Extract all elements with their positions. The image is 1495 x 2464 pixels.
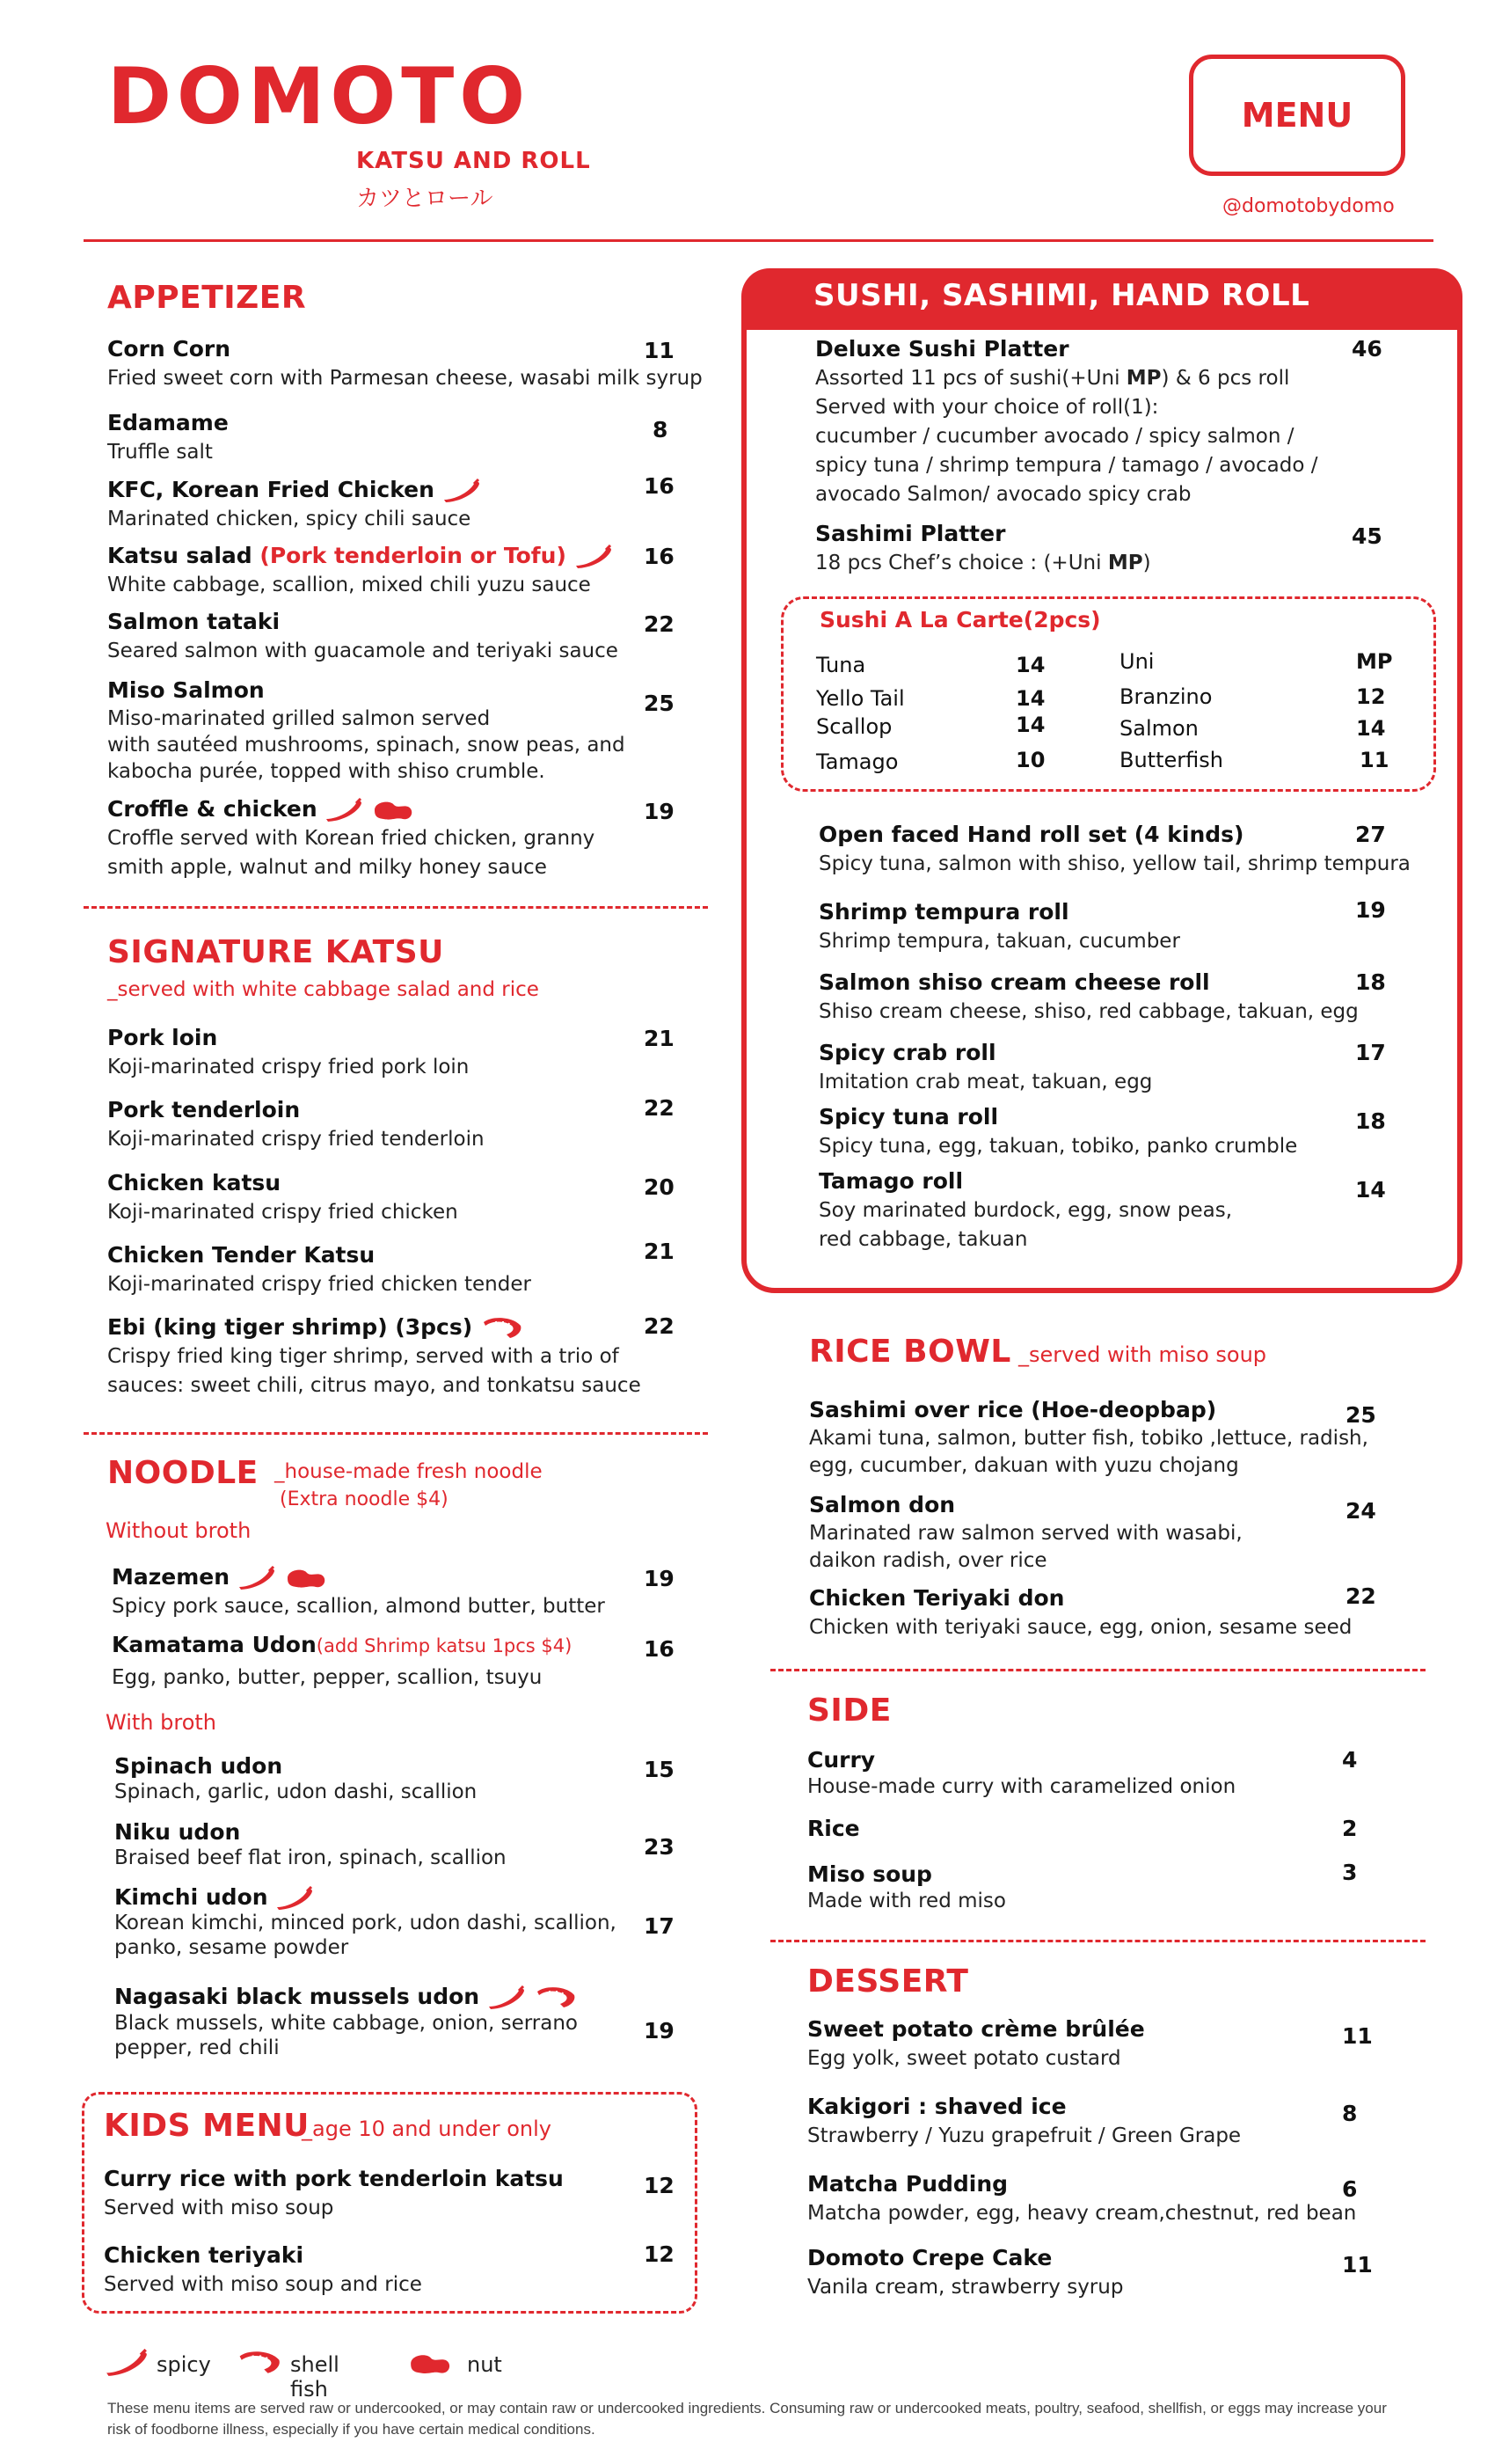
item-price: 20 xyxy=(644,1174,675,1200)
item-price: 6 xyxy=(1342,2176,1358,2202)
item-name: Nagasaki black mussels udon xyxy=(114,1984,480,2009)
menu-label: MENU xyxy=(1241,96,1353,135)
item-price: 45 xyxy=(1352,523,1382,549)
menu-item xyxy=(815,519,1151,578)
item-desc: House-made curry with caramelized onion xyxy=(807,1775,1236,1798)
item-desc: Shiso cream cheese, shiso, red cabbage, takuan, egg xyxy=(819,1000,1359,1023)
legend-shellfish-label: shell fish xyxy=(290,2352,339,2402)
item-price: 21 xyxy=(644,1026,675,1051)
item-price: 46 xyxy=(1352,336,1382,362)
legend-nut-label: nut xyxy=(467,2352,502,2377)
header-divider xyxy=(84,239,1433,242)
chili-icon xyxy=(104,2349,150,2377)
menu-item xyxy=(809,1395,1368,1480)
item-desc: Soy marinated burdock, egg, snow peas, xyxy=(819,1199,1233,1222)
item-desc: Imitation crab meat, takuan, egg xyxy=(819,1071,1153,1093)
menu-item xyxy=(107,1095,485,1154)
item-name: Domoto Crepe Cake xyxy=(807,2245,1053,2270)
section-divider xyxy=(770,1669,1426,1671)
item-price: 23 xyxy=(644,1834,675,1860)
item-desc: Vanila cream, strawberry syrup xyxy=(807,2276,1124,2299)
item-desc: ) xyxy=(1142,552,1151,574)
item-desc: egg, cucumber, dakuan with yuzu chojang xyxy=(809,1454,1239,1477)
item-price: 27 xyxy=(1355,822,1386,847)
item-desc: Truffle salt xyxy=(107,441,213,464)
item-name: Deluxe Sushi Platter xyxy=(815,336,1069,362)
item-name: Shrimp tempura roll xyxy=(819,899,1069,925)
menu-item xyxy=(807,1747,1236,1800)
chili-icon xyxy=(275,1886,314,1911)
legend-spicy-label: spicy xyxy=(157,2352,211,2377)
item-desc: Served with miso soup and rice xyxy=(104,2273,422,2296)
item-price: 16 xyxy=(644,1636,675,1662)
item-price: 21 xyxy=(644,1239,675,1264)
item-name: Miso soup xyxy=(807,1861,932,1887)
menu-item xyxy=(809,1583,1352,1642)
item-desc: Strawberry / Yuzu grapefruit / Green Grape xyxy=(807,2124,1242,2147)
item-desc: spicy tuna / shrimp tempura / tamago / avocado / xyxy=(815,454,1318,477)
shellfish-icon xyxy=(534,1985,578,2011)
shellfish-icon xyxy=(480,1315,524,1342)
menu-item xyxy=(114,1819,507,1870)
rice-bowl-heading: RICE BOWL xyxy=(809,1334,1011,1370)
item-desc: Fried sweet corn with Parmesan cheese, wasabi milk syrup xyxy=(107,367,703,390)
item-price: 18 xyxy=(1355,969,1386,995)
item-desc: Served with miso soup xyxy=(104,2197,334,2219)
item-name: Pork loin xyxy=(107,1025,218,1050)
menu-item xyxy=(107,408,229,467)
a-la-carte-title: Sushi A La Carte(2pcs) xyxy=(820,607,1101,632)
item-desc: Matcha powder, egg, heavy cream,chestnut, red bean xyxy=(807,2202,1357,2225)
item-price: 17 xyxy=(644,1913,675,1939)
carte-item-name: Yello Tail xyxy=(816,686,905,711)
menu-item xyxy=(107,334,703,393)
item-name: Chicken teriyaki xyxy=(104,2242,304,2268)
menu-item xyxy=(807,2092,1241,2151)
menu-item xyxy=(819,1166,1232,1254)
item-desc: Koji-marinated crispy fried chicken xyxy=(107,1201,458,1224)
item-price: 19 xyxy=(644,2018,675,2044)
item-desc: Koji-marinated crispy fried tenderloin xyxy=(107,1128,485,1151)
item-name: Spicy tuna roll xyxy=(819,1104,999,1130)
rice-bowl-note: _served with miso soup xyxy=(1018,1342,1267,1367)
chili-icon xyxy=(237,1566,276,1590)
menu-item xyxy=(807,2014,1145,2073)
item-name: Matcha Pudding xyxy=(807,2171,1009,2197)
item-price: 8 xyxy=(653,417,668,442)
without-broth-label: Without broth xyxy=(106,1518,252,1543)
item-name: Kakigori : shaved ice xyxy=(807,2094,1067,2119)
nut-icon xyxy=(284,1566,328,1590)
item-desc: Braised beef flat iron, spinach, scallion xyxy=(114,1846,507,1869)
brand-subtitle-jp: カツとロール xyxy=(356,186,493,212)
carte-item-name: Scallop xyxy=(816,714,893,739)
brand-subtitle: KATSU AND ROLL xyxy=(356,148,591,174)
item-desc: Spicy tuna, egg, takuan, tobiko, panko crumble xyxy=(819,1135,1298,1158)
item-name: Open faced Hand roll set (4 kinds) xyxy=(819,822,1244,847)
menu-item xyxy=(114,1884,616,1960)
item-price: 11 xyxy=(644,338,675,363)
menu-item xyxy=(819,968,1359,1027)
menu-item xyxy=(807,1816,860,1842)
section-divider xyxy=(84,1432,708,1435)
item-desc: Seared salmon with guacamole and teriyaki sauce xyxy=(107,640,618,662)
item-name: Edamame xyxy=(107,410,229,435)
carte-item-price: 14 xyxy=(1016,686,1046,711)
item-price: 12 xyxy=(644,2241,675,2267)
item-price: 22 xyxy=(644,1095,675,1121)
item-price: 2 xyxy=(1342,1816,1358,1841)
with-broth-label: With broth xyxy=(106,1710,216,1735)
item-desc: Black mussels, white cabbage, onion, serrano xyxy=(114,2012,578,2035)
carte-item-price: 12 xyxy=(1356,684,1386,709)
item-price: 19 xyxy=(644,1566,675,1591)
item-name: Sashimi over rice (Hoe-deopbap) xyxy=(809,1397,1217,1422)
item-desc: Miso-marinated grilled salmon served xyxy=(107,707,491,730)
menu-item xyxy=(112,1562,605,1621)
market-price-label: MP xyxy=(1126,367,1162,390)
item-desc: Croffle served with Korean fried chicken, granny xyxy=(107,827,595,850)
nut-icon xyxy=(371,798,415,823)
menu-item xyxy=(112,1630,572,1693)
carte-item-name: Salmon xyxy=(1119,716,1199,741)
appetizer-heading: APPETIZER xyxy=(107,280,307,316)
item-desc: Chicken with teriyaki sauce, egg, onion, sesame seed xyxy=(809,1616,1353,1639)
item-name: Tamago roll xyxy=(819,1168,964,1194)
carte-item-price: MP xyxy=(1356,649,1393,674)
item-name: Ebi (king tiger shrimp) (3pcs) xyxy=(107,1314,473,1340)
item-price: 22 xyxy=(1346,1583,1376,1609)
item-desc: daikon radish, over rice xyxy=(809,1549,1047,1572)
section-divider xyxy=(84,906,708,909)
item-desc: avocado Salmon/ avocado spicy crab xyxy=(815,483,1192,506)
menu-item xyxy=(114,1984,578,2060)
chili-icon xyxy=(574,545,613,569)
item-name: Kimchi udon xyxy=(114,1884,268,1910)
menu-badge xyxy=(1189,55,1405,176)
item-name: Croffle & chicken xyxy=(107,796,317,822)
item-desc: Spicy pork sauce, scallion, almond butter, butter xyxy=(112,1595,605,1618)
menu-item xyxy=(107,1168,458,1227)
item-desc: red cabbage, takuan xyxy=(819,1228,1028,1251)
item-desc: pepper, red chili xyxy=(114,2036,280,2059)
noodle-extra-note: (Extra noodle $4) xyxy=(280,1488,448,1510)
brand-logo: DOMOTO xyxy=(107,51,531,142)
item-price: 12 xyxy=(644,2173,675,2198)
item-name: Chicken katsu xyxy=(107,1170,281,1195)
item-price: 24 xyxy=(1346,1498,1376,1524)
chili-icon xyxy=(487,1985,526,2010)
shellfish-icon xyxy=(236,2349,283,2377)
item-name: Sweet potato crème brûlée xyxy=(807,2016,1145,2042)
katsu-heading: SIGNATURE KATSU xyxy=(107,934,444,970)
noodle-note: _house-made fresh noodle xyxy=(274,1460,543,1483)
item-desc: Koji-marinated crispy fried chicken tender xyxy=(107,1273,531,1296)
item-price: 4 xyxy=(1342,1747,1358,1773)
carte-item-price: 11 xyxy=(1360,748,1389,772)
item-price: 18 xyxy=(1355,1108,1386,1134)
instagram-handle: @domotobydomo xyxy=(1222,195,1395,217)
sushi-heading: SUSHI, SASHIMI, HAND ROLL xyxy=(813,278,1310,313)
item-desc: sauces: sweet chili, citrus mayo, and tonkatsu sauce xyxy=(107,1374,641,1397)
kids-heading: KIDS MENU xyxy=(104,2108,310,2144)
menu-item xyxy=(107,794,594,882)
item-name: Katsu salad xyxy=(107,543,252,568)
item-name: Curry rice with pork tenderloin katsu xyxy=(104,2166,564,2191)
item-price: 17 xyxy=(1355,1040,1386,1065)
item-name: Curry xyxy=(807,1747,876,1773)
menu-item xyxy=(104,2241,422,2299)
menu-item xyxy=(107,1240,531,1299)
carte-item-name: Branzino xyxy=(1119,684,1213,709)
noodle-heading: NOODLE xyxy=(107,1455,259,1491)
item-desc: panko, sesame powder xyxy=(114,1936,349,1959)
item-name: Sashimi Platter xyxy=(815,521,1006,546)
carte-item-name: Tamago xyxy=(816,749,899,774)
item-name-extra: (add Shrimp katsu 1pcs $4) xyxy=(316,1635,572,1656)
item-desc: Marinated raw salmon served with wasabi, xyxy=(809,1522,1243,1545)
item-name: Pork tenderloin xyxy=(107,1097,301,1122)
item-desc: smith apple, walnut and milky honey sauce xyxy=(107,856,547,879)
menu-item xyxy=(107,1023,469,1082)
menu-item xyxy=(819,897,1180,956)
item-desc: Assorted 11 pcs of sushi(+Uni xyxy=(815,367,1127,390)
item-desc: Served with your choice of roll(1): xyxy=(815,396,1159,419)
item-price: 16 xyxy=(644,544,675,569)
carte-item-price: 14 xyxy=(1016,653,1046,677)
item-desc: Made with red miso xyxy=(807,1890,1006,1912)
carte-item-name: Tuna xyxy=(816,653,866,677)
item-desc: cucumber / cucumber avocado / spicy salmon / xyxy=(815,425,1294,448)
item-name: Chicken Teriyaki don xyxy=(809,1585,1065,1611)
item-price: 19 xyxy=(644,799,675,824)
carte-item-price: 10 xyxy=(1016,748,1046,772)
item-price: 25 xyxy=(1346,1402,1376,1428)
item-price: 25 xyxy=(644,691,675,716)
carte-item-price: 14 xyxy=(1016,713,1046,737)
menu-item xyxy=(807,1861,1006,1914)
menu-item xyxy=(809,1490,1243,1575)
kids-note: _age 10 and under only xyxy=(302,2117,551,2141)
item-desc: Egg, panko, butter, pepper, scallion, tsuyu xyxy=(112,1666,543,1689)
item-desc: Shrimp tempura, takuan, cucumber xyxy=(819,930,1180,953)
menu-item xyxy=(807,2169,1356,2228)
item-name: Kamatama Udon xyxy=(112,1632,317,1657)
item-desc: Spinach, garlic, udon dashi, scallion xyxy=(114,1780,478,1803)
item-desc: Koji-marinated crispy fried pork loin xyxy=(107,1056,470,1078)
item-name: Mazemen xyxy=(112,1564,230,1590)
item-name: Miso Salmon xyxy=(107,677,265,703)
menu-item xyxy=(819,1038,1152,1097)
katsu-note: _served with white cabbage salad and rice xyxy=(107,978,539,1001)
item-desc: Korean kimchi, minced pork, udon dashi, scallion, xyxy=(114,1912,616,1934)
menu-item xyxy=(104,2164,564,2223)
item-desc: ) & 6 pcs roll xyxy=(1161,367,1290,390)
menu-item xyxy=(107,541,613,600)
item-name: Spinach udon xyxy=(114,1753,283,1779)
item-name: KFC, Korean Fried Chicken xyxy=(107,477,434,502)
item-price: 14 xyxy=(1355,1177,1386,1203)
item-name: Chicken Tender Katsu xyxy=(107,1242,376,1268)
menu-item xyxy=(107,676,625,785)
item-price: 15 xyxy=(644,1757,675,1782)
dessert-heading: DESSERT xyxy=(807,1963,969,2000)
item-name: Salmon tataki xyxy=(107,609,281,634)
menu-item xyxy=(107,607,618,666)
item-price: 11 xyxy=(1342,2023,1373,2049)
chili-icon xyxy=(442,479,481,503)
carte-item-price: 14 xyxy=(1356,716,1386,741)
item-name: Salmon don xyxy=(809,1492,956,1517)
item-desc: Marinated chicken, spicy chili sauce xyxy=(107,508,471,530)
item-name: Rice xyxy=(807,1816,860,1841)
item-desc: kabocha purée, topped with shiso crumble. xyxy=(107,760,545,783)
item-desc: Akami tuna, salmon, butter fish, tobiko ,lettuce, radish, xyxy=(809,1427,1368,1450)
item-price: 8 xyxy=(1342,2101,1358,2126)
item-name: Salmon shiso cream cheese roll xyxy=(819,969,1210,995)
menu-item xyxy=(815,334,1317,509)
menu-item xyxy=(819,1102,1297,1161)
side-heading: SIDE xyxy=(807,1693,892,1729)
item-price: 16 xyxy=(644,473,675,499)
item-desc: 18 pcs Chef’s choice : (+Uni xyxy=(815,552,1108,574)
item-price: 3 xyxy=(1342,1860,1358,1885)
item-price: 11 xyxy=(1342,2252,1373,2278)
item-desc: Egg yolk, sweet potato custard xyxy=(807,2047,1121,2070)
menu-item xyxy=(807,2243,1123,2302)
menu-item xyxy=(114,1753,477,1804)
item-desc: Spicy tuna, salmon with shiso, yellow tail, shrimp tempura xyxy=(819,852,1411,875)
food-safety-disclaimer: These menu items are served raw or undercooked, or may contain raw or undercooked ingredients. Consuming raw or undercooked meats, poultry, seafood, shellfish, or eggs may increase your risk of foodborne illness, especially if you have certain medical conditions. xyxy=(107,2400,1387,2438)
item-name-extra: (Pork tenderloin or Tofu) xyxy=(259,543,566,568)
item-name: Niku udon xyxy=(114,1819,241,1845)
chili-icon xyxy=(325,798,363,823)
item-name: Corn Corn xyxy=(107,336,231,362)
item-name: Spicy crab roll xyxy=(819,1040,996,1065)
menu-item xyxy=(819,820,1411,879)
item-price: 22 xyxy=(644,611,675,637)
menu-item xyxy=(107,1312,641,1400)
carte-item-name: Butterfish xyxy=(1119,748,1223,772)
market-price-label: MP xyxy=(1107,552,1143,574)
item-price: 22 xyxy=(644,1313,675,1339)
item-desc: White cabbage, scallion, mixed chili yuzu sauce xyxy=(107,574,591,596)
carte-item-name: Uni xyxy=(1119,649,1155,674)
section-divider xyxy=(770,1940,1426,1942)
item-desc: with sautéed mushrooms, spinach, snow peas, and xyxy=(107,734,625,757)
nut-icon xyxy=(407,2351,453,2377)
menu-item xyxy=(107,475,481,534)
item-price: 19 xyxy=(1355,897,1386,923)
item-desc: Crispy fried king tiger shrimp, served with a trio of xyxy=(107,1345,619,1368)
